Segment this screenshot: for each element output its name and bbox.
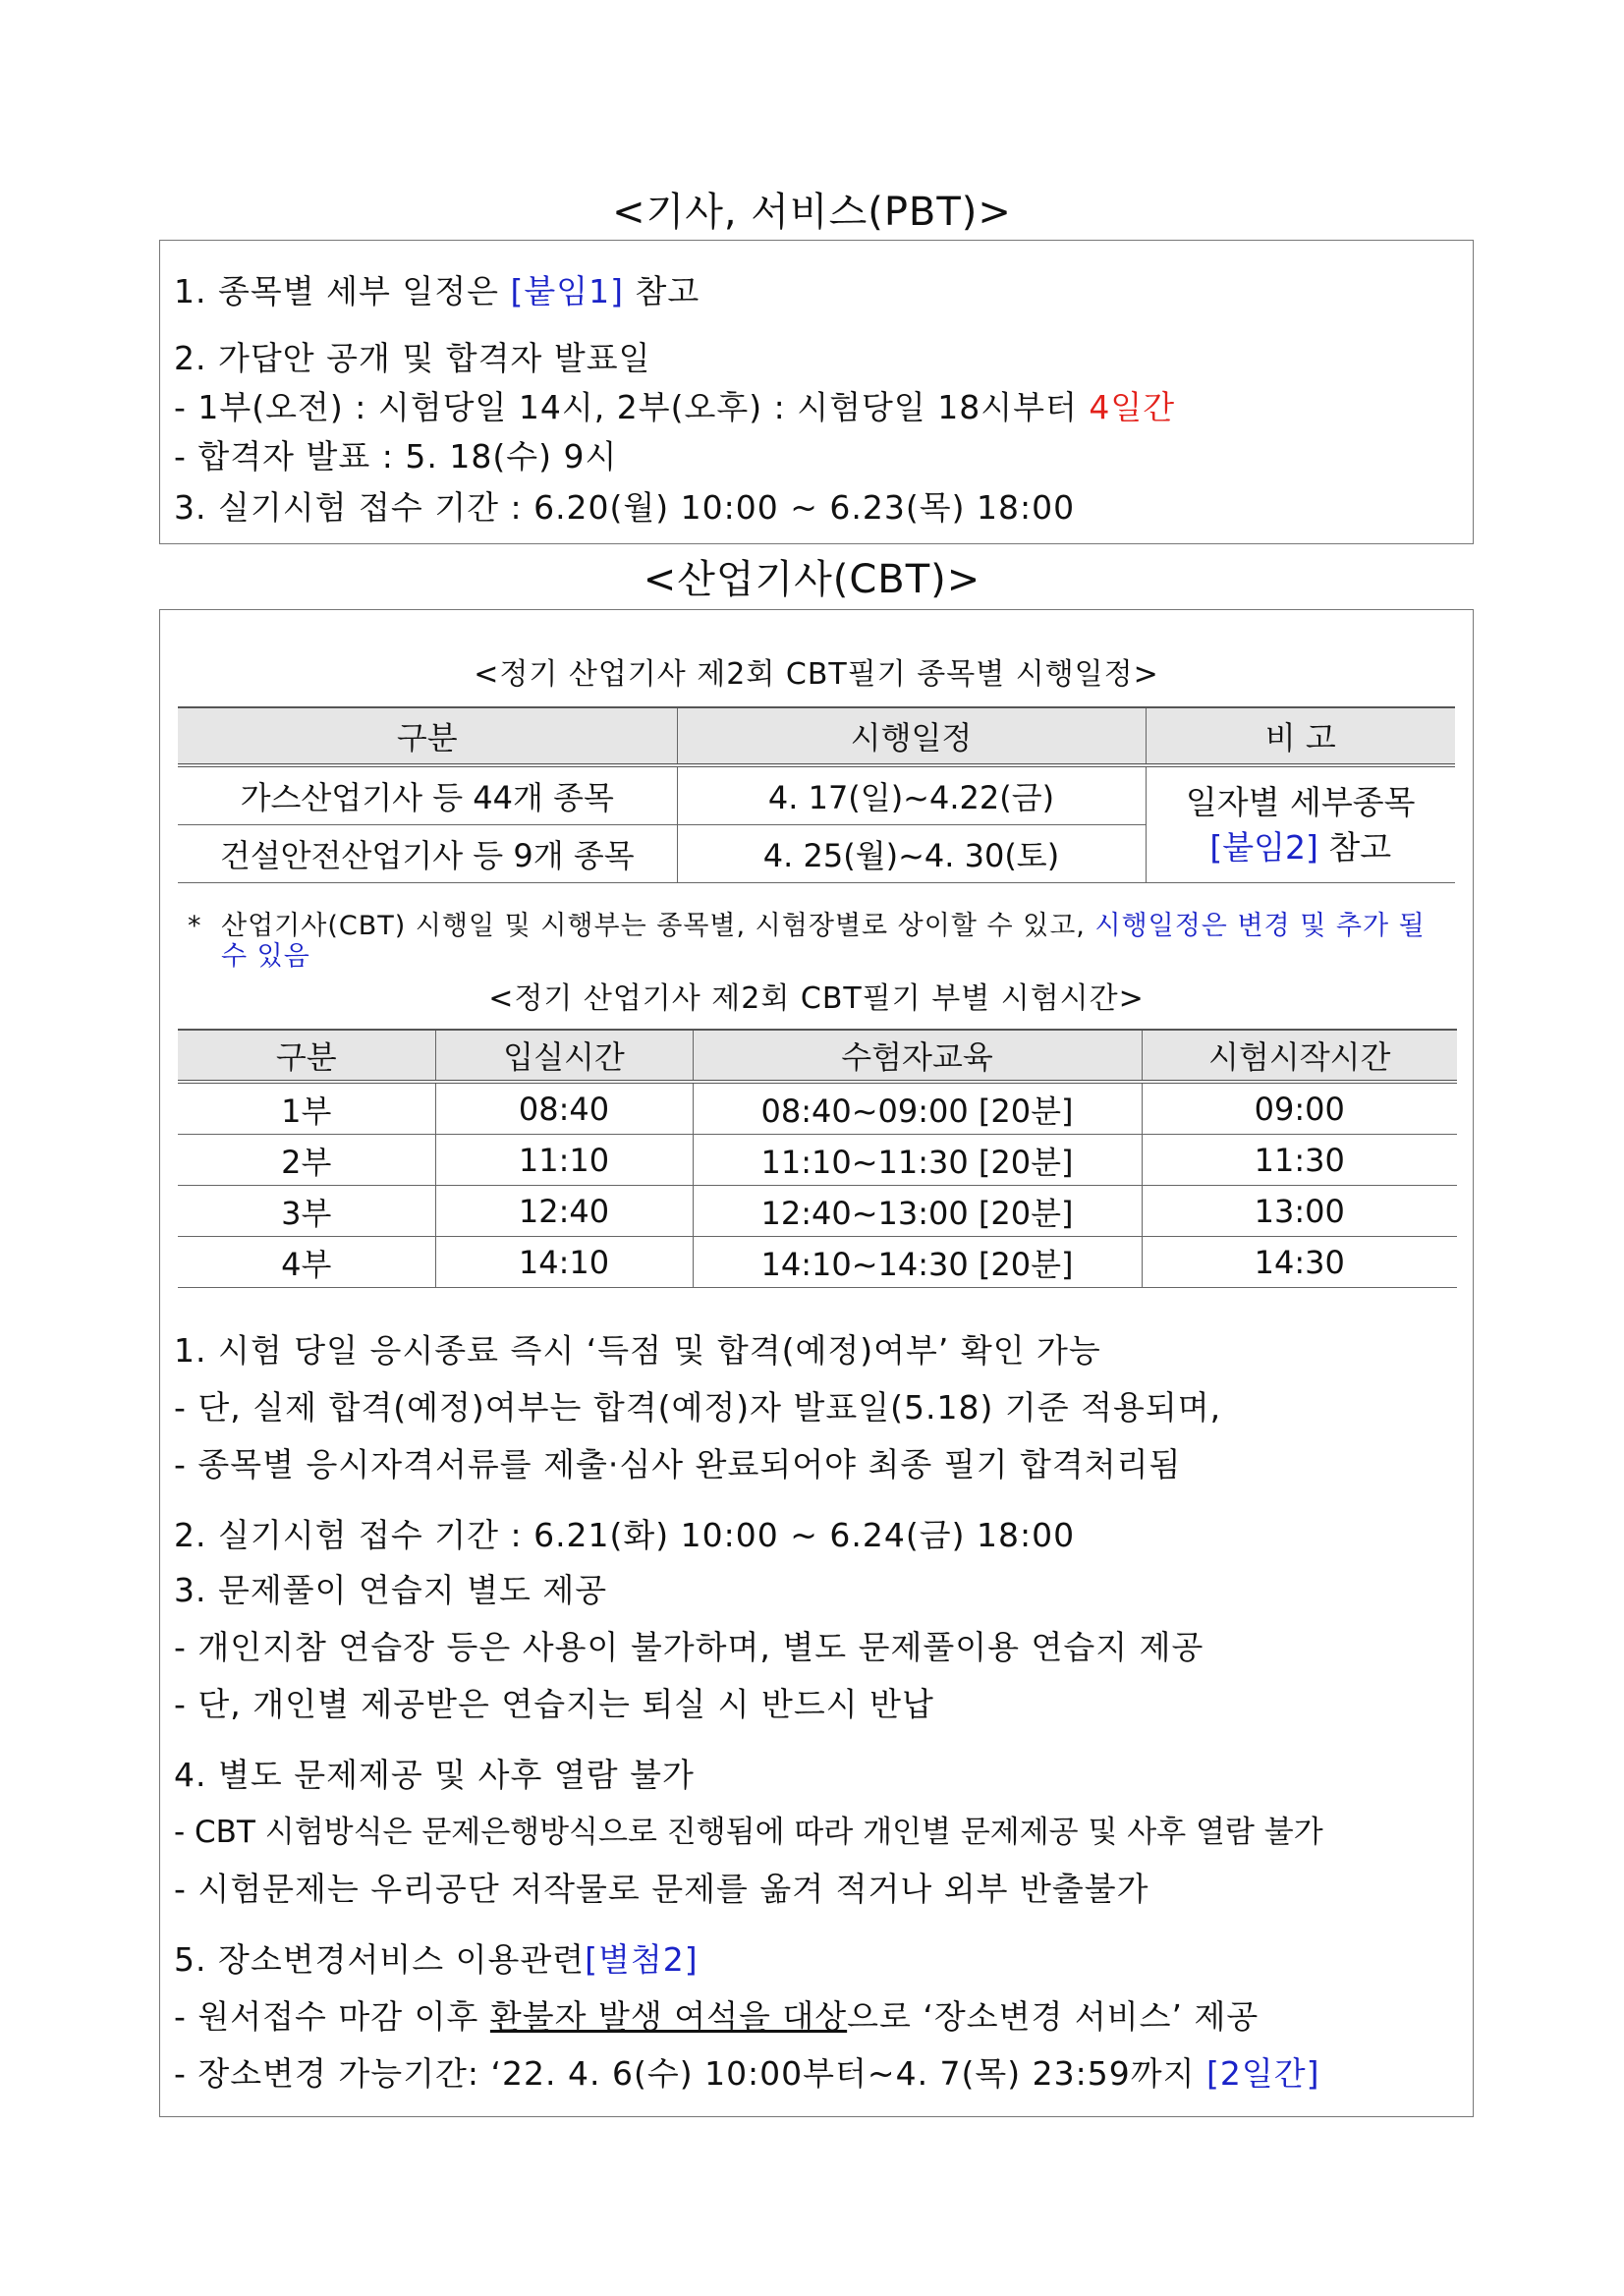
table2-cell: 08:40 — [435, 1082, 693, 1135]
note-body: 산업기사(CBT) 시행일 및 시행부는 종목별, 시험장별로 상이할 수 있고, — [221, 911, 1095, 941]
cbt-item-1: 1. 시험 당일 응시종료 즉시 ‘득점 및 합격(예정)여부’ 확인 가능 — [174, 1331, 1101, 1370]
attachment-1-ref: [붙임1] — [510, 272, 624, 310]
table-row — [178, 1237, 1457, 1288]
table1-cell: 가스산업기사 등 44개 종목 — [178, 765, 677, 825]
table2-cell: 12:40~13:00 [20분] — [693, 1186, 1142, 1237]
pbt-item-1-suffix: 참고 — [623, 272, 700, 310]
two-days-highlight: [2일간] — [1206, 2054, 1320, 2093]
table1-header-remark: 비 고 — [1146, 707, 1455, 765]
note-text — [221, 911, 1449, 972]
pbt-item-3: 3. 실기시험 접수 기간 : 6.20(월) 10:00 ~ 6.23(목) 18:00 — [174, 488, 1076, 527]
table2-cell: 14:30 — [1142, 1237, 1457, 1288]
table1-remark-cell — [1146, 765, 1455, 883]
appendix-2-ref: [별첨2] — [585, 1940, 699, 1979]
remark-line: 일자별 세부종목 — [1185, 782, 1416, 821]
note-bullet: * — [188, 911, 202, 941]
remark-ref-line — [1147, 825, 1456, 870]
cbt-item-3a: - 개인지참 연습장 등은 사용이 불가하며, 별도 문제풀이용 연습지 제공 — [174, 1628, 1204, 1666]
table2-header-education: 수험자교육 — [693, 1030, 1142, 1082]
schedule-table — [178, 706, 1455, 883]
cbt-item-5a-suffix: 으로 ‘장소변경 서비스’ 제공 — [847, 1997, 1260, 2036]
table1-cell: 4. 25(월)~4. 30(토) — [677, 825, 1146, 883]
table1-cell: 건설안전산업기사 등 9개 종목 — [178, 825, 677, 883]
table-row — [178, 1135, 1457, 1186]
pbt-four-days-highlight: 4일간 — [1089, 388, 1176, 426]
cbt-item-5a — [174, 1991, 1259, 2038]
table-row — [178, 765, 1455, 825]
table2-cell: 09:00 — [1142, 1082, 1457, 1135]
pbt-title: <기사, 서비스(PBT)> — [612, 190, 1012, 235]
pbt-item-2a — [174, 382, 1175, 428]
cbt-item-5b-text: - 장소변경 가능기간: ‘22. 4. 6(수) 10:00부터~4. 7(목) 23:59까지 — [174, 2054, 1207, 2093]
refund-seats-underline: 환불자 발생 여석을 대상 — [489, 1997, 848, 2036]
cbt-item-4: 4. 별도 문제제공 및 사후 열람 불가 — [174, 1756, 695, 1794]
cbt-item-1b: - 종목별 응시자격서류를 제출·심사 완료되어야 최종 필기 합격처리됨 — [174, 1445, 1182, 1484]
attachment-2-ref: [붙임2] — [1209, 827, 1318, 867]
table2-header-start: 시험시작시간 — [1142, 1030, 1457, 1082]
table1-header-category: 구분 — [178, 707, 677, 765]
table2-cell: 11:30 — [1142, 1135, 1457, 1186]
table2-cell: 2부 — [178, 1135, 435, 1186]
table2-cell: 11:10 — [435, 1135, 693, 1186]
cbt-box — [159, 609, 1474, 2117]
table2-header-session: 구분 — [178, 1030, 435, 1082]
note-highlight: 시행일정은 변경 및 추가 될 수 있음 — [221, 911, 1426, 972]
table2-cell: 11:10~11:30 [20분] — [693, 1135, 1142, 1186]
pbt-item-2a-text: - 1부(오전) : 시험당일 14시, 2부(오후) : 시험당일 18시부터 — [174, 388, 1090, 426]
table-row — [178, 1186, 1457, 1237]
cbt-item-3b: - 단, 개인별 제공받은 연습지는 퇴실 시 반드시 반납 — [174, 1685, 934, 1723]
cbt-title: <산업기사(CBT)> — [643, 557, 981, 602]
pbt-item-2: 2. 가답안 공개 및 합격자 발표일 — [174, 339, 651, 377]
table2-cell: 08:40~09:00 [20분] — [693, 1082, 1142, 1135]
table2-cell: 13:00 — [1142, 1186, 1457, 1237]
cbt-item-5b — [174, 2048, 1320, 2095]
pbt-item-2b: - 합격자 발표 : 5. 18(수) 9시 — [174, 437, 618, 476]
remark-suffix: 참고 — [1317, 827, 1392, 867]
table1-cell: 4. 17(일)~4.22(금) — [677, 765, 1146, 825]
table2-cell: 12:40 — [435, 1186, 693, 1237]
cbt-item-1a: - 단, 실제 합격(예정)여부는 합격(예정)자 발표일(5.18) 기준 적용되며, — [174, 1388, 1222, 1427]
pbt-box — [159, 240, 1474, 544]
table2-cell: 14:10 — [435, 1237, 693, 1288]
table2-cell: 1부 — [178, 1082, 435, 1135]
cbt-item-4a: - CBT 시험방식은 문제은행방식으로 진행됨에 따라 개인별 문제제공 및 사후 열람 불가 — [174, 1815, 1323, 1850]
session-time-table — [178, 1029, 1457, 1288]
cbt-item-4b: - 시험문제는 우리공단 저작물로 문제를 옮겨 적거나 외부 반출불가 — [174, 1870, 1149, 1908]
cbt-item-5a-text: - 원서접수 마감 이후 — [174, 1997, 490, 2036]
cbt-item-5-text: 5. 장소변경서비스 이용관련 — [174, 1940, 586, 1979]
table2-cell: 3부 — [178, 1186, 435, 1237]
table1-header-schedule: 시행일정 — [677, 707, 1146, 765]
table2-cell: 4부 — [178, 1237, 435, 1288]
cbt-item-5 — [174, 1934, 699, 1981]
cbt-item-2: 2. 실기시험 접수 기간 : 6.21(화) 10:00 ~ 6.24(금) 18:00 — [174, 1516, 1076, 1554]
table2-caption: <정기 산업기사 제2회 CBT필기 부별 시험시간> — [488, 981, 1145, 1016]
cbt-item-3: 3. 문제풀이 연습지 별도 제공 — [174, 1571, 608, 1609]
table1-caption: <정기 산업기사 제2회 CBT필기 종목별 시행일정> — [474, 657, 1159, 692]
pbt-item-1-text: 1. 종목별 세부 일정은 — [174, 272, 511, 310]
table2-header-entry: 입실시간 — [435, 1030, 693, 1082]
pbt-item-1 — [174, 266, 700, 312]
table-row — [178, 1082, 1457, 1135]
table2-cell: 14:10~14:30 [20분] — [693, 1237, 1142, 1288]
